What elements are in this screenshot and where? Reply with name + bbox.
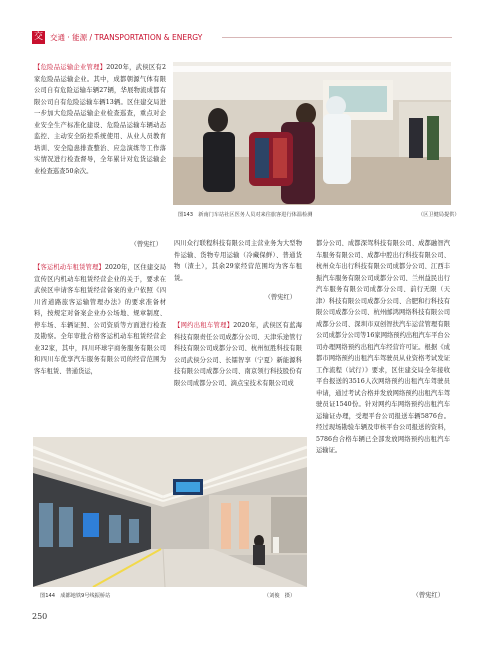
figure-credit: （区卫健局提供） [418,212,460,218]
tag-ride-hailing: 【网约出租车管理】 [174,322,234,329]
paragraph-ride-hailing-continued: 都分公司、成都深驾科技有限公司、成都融智汽车服务有限公司、成都中腔出行科技有限公司、杭州众车出行科技有限公司成都分公司、江西丰振汽车服务有限公司成都分公司、兰州益民出行汽车服务有限公司成都分公司、前行无限（天津）科技有限公司成都分公司、合肥和行科技有限公司成都分公司、杭州邮鸿网络科技有限公司成都分公司、深圳市双创智扶汽车运营管理有限公司成都分公司等16家网络预约出租汽车平台公司办理网络预约出租汽车经营许可证。根据《成都市网络预约出租汽车驾驶员从业资格考试发证工作流程（试行）》要求，区住建交局全年接收平台报送的3516人次网络预约出租汽车驾驶员申请，通过考试合格并发放网络预约出租汽车驾驶员证1540份。针对网约车网络预约出租汽车运输证办理，受理平台公司报送车辆5876台。经过现场勘验车辆及审核平台公司报送的资料，5786台合格车辆已全部发放网络预约出租汽车运输证。 [316,240,450,454]
figure-caption: 图143 新南门车站社区医务人员对来往旅客进行体温检测 [178,212,313,218]
paragraph-rental [34,262,166,377]
paragraph-ride-hailing [174,320,302,389]
section-logo-icon: 交 [33,32,43,42]
photo-metro-platform [33,437,307,587]
section-title: 交通 · 能源 / TRANSPORTATION & ENERGY [50,33,203,42]
signature: （曾宪红） [264,294,296,301]
signature: （曾宪红） [130,241,162,248]
figure-credit: （刘俊 摄） [264,593,296,599]
figure-caption: 图144 成都地铁9号线振桥站 [40,593,111,599]
paragraph-hazmat [34,62,166,177]
paragraph-rental-body: 2020年，区住建交局宣传区内机动车租赁经营企业的关于，要求在武侯区申请客车租赁经营备案的业户依照《四川省道路旅客运输管理办法》的要求准备材料，按规定对备案企业办公场地、规章制度、停车场、车辆证照、公司资质等方面进行检查及勘察。全年审批合格客运机动车租赁经营企业32家，其中，四川环球宇商务服务有限公司和四川车优享汽车服务有限公司的经营范围为客车租赁、普通货运， [34,264,166,375]
paragraph-rental-continued: 四川众行联程科技有限公司主营业务为大型物件运输、货物专用运输（冷藏保鲜）、普通货物（渣土），其余29家经营范围均为客车租赁。 [174,240,302,282]
tag-rental: 【客运机动车租赁管理】 [34,264,105,271]
paragraph-ride-hailing-body: 2020年，武侯区有蓝海科技有限责任公司成都分公司、天津乐途管行科技有限公司成都分公司、杭州恒胜科技有限公司武侯分公司、长镭智享（宁夏）新能源科技有限公司成都分公司、南京领行科技股份有限公司成都分公司、滴点宝技术有限公司成 [174,322,302,387]
tag-hazmat: 【危险品运输企业管理】 [34,64,107,71]
header-rule [222,37,452,38]
photo-station-temperature-check [173,62,451,205]
page-number: 250 [32,612,48,621]
running-header [32,30,452,48]
signature: （曾宪红） [412,592,444,599]
paragraph-hazmat-body: 2020年，武侯区有2家危险品运输企业。其中，成都朝源气体有限公司自有危险运输车辆27辆，华展物流成都有限公司自有危险运输车辆13辆。区住建交局进一步加大危险品运输企业检查巡查，重点对企业安全生产标准化建设、危险品运输车辆动态监控、主动安全防控系统使用、从业人员教育培训、安全隐患排查整治、应急演练等工作落实情况进行检查督导，全年累计对危货运输企业检查巡查50余次。 [34,64,166,175]
